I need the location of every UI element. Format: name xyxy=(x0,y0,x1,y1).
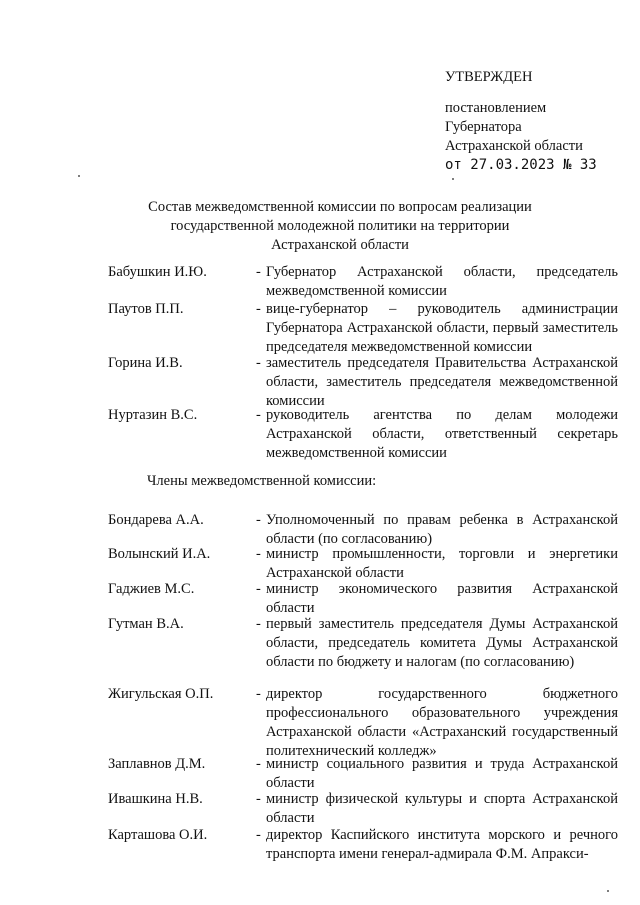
row-dash: - xyxy=(256,512,261,528)
person-name: Жигульская О.П. xyxy=(108,686,214,702)
scan-speck xyxy=(78,175,80,177)
person-role: вице-губернатор – руководитель администрации Губернатора Астраханской области, первый заместитель председателя межведомственной комиссии xyxy=(266,301,618,355)
person-name: Карташова О.И. xyxy=(108,827,208,843)
person-role: директор Каспийского института морского и речного транспорта имени генерал-адмирала Ф.М. Апракси- xyxy=(266,827,618,862)
members-heading: Члены межведомственной комиссии: xyxy=(147,473,377,489)
person-role: Уполномоченный по правам ребенка в Астраханской области (по согласованию) xyxy=(266,512,618,547)
person-role: заместитель председателя Правительства Астраханской области, заместитель председателя межведомственной комиссии xyxy=(266,355,618,409)
row-dash: - xyxy=(256,264,261,280)
document-title xyxy=(140,198,540,255)
approval-heading: УТВЕРЖДЕН xyxy=(445,69,533,85)
title-line-2: государственной молодежной политики на территории xyxy=(170,218,510,234)
approval-line-2: Губернатора xyxy=(445,119,522,135)
row-dash: - xyxy=(256,546,261,562)
row-dash: - xyxy=(256,581,261,597)
person-name: Нуртазин В.С. xyxy=(108,407,198,423)
row-dash: - xyxy=(256,686,261,702)
approval-line-3: Астраханской области xyxy=(445,138,583,154)
person-name: Горина И.В. xyxy=(108,355,183,371)
scan-speck xyxy=(452,178,454,180)
approval-block xyxy=(445,68,597,175)
approval-line-1: постановлением xyxy=(445,100,547,116)
person-role: директор государственного бюджетного профессионального образовательного учреждения Астраханской области «Астраханский государственный политехнический колледж» xyxy=(266,686,618,759)
person-name: Гутман В.А. xyxy=(108,616,184,632)
row-dash: - xyxy=(256,616,261,632)
person-role: первый заместитель председателя Думы Астраханской области, председатель комитета Думы Астраханской области по бюджету и налогам (по согласованию) xyxy=(266,616,618,670)
person-role: министр социального развития и труда Астраханской области xyxy=(266,756,618,791)
person-role: Губернатор Астраханской области, председатель межведомственной комиссии xyxy=(266,264,618,299)
person-name: Бондарева А.А. xyxy=(108,512,204,528)
approval-date: от 27.03.2023 № 33 xyxy=(445,157,597,173)
scan-speck xyxy=(607,890,609,892)
title-line-1: Состав межведомственной комиссии по вопросам реализации xyxy=(148,199,532,215)
row-dash: - xyxy=(256,407,261,423)
person-role: министр промышленности, торговли и энергетики Астраханской области xyxy=(266,546,618,581)
person-role: министр экономического развития Астраханской области xyxy=(266,581,618,616)
row-dash: - xyxy=(256,301,261,317)
person-name: Заплавнов Д.М. xyxy=(108,756,206,772)
person-name: Гаджиев М.С. xyxy=(108,581,195,597)
person-name: Бабушкин И.Ю. xyxy=(108,264,207,280)
row-dash: - xyxy=(256,756,261,772)
person-name: Паутов П.П. xyxy=(108,301,184,317)
person-name: Волынский И.А. xyxy=(108,546,211,562)
row-dash: - xyxy=(256,827,261,843)
person-role: министр физической культуры и спорта Астраханской области xyxy=(266,791,618,826)
person-role: руководитель агентства по делам молодежи Астраханской области, ответственный секретарь межведомственной комиссии xyxy=(266,407,618,461)
row-dash: - xyxy=(256,355,261,371)
title-line-3: Астраханской области xyxy=(271,237,409,253)
row-dash: - xyxy=(256,791,261,807)
person-name: Ивашкина Н.В. xyxy=(108,791,203,807)
